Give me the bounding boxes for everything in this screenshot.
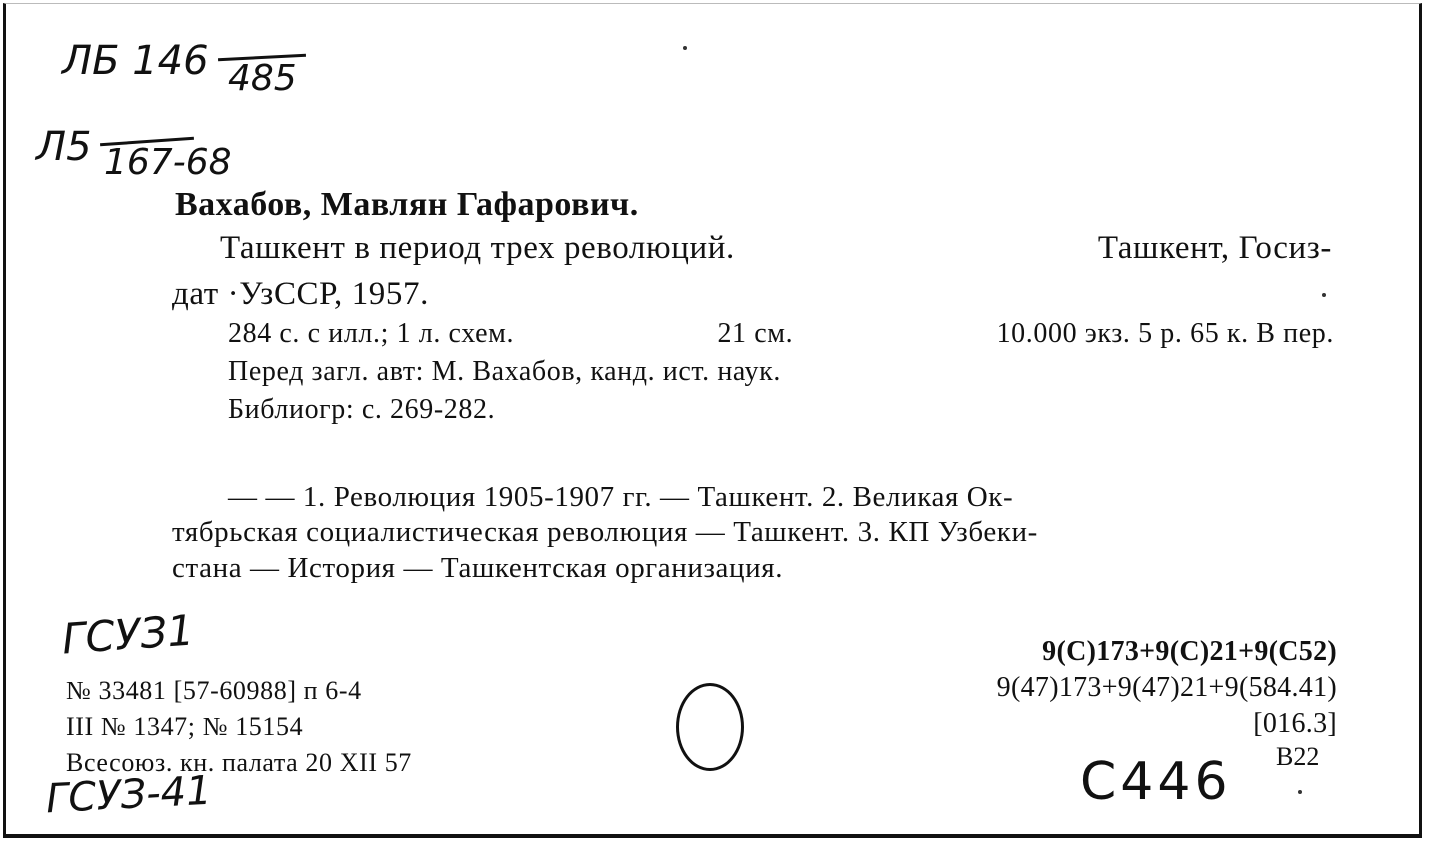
subject-line-2: тябрьская социалистическая революция — Ташкент. 3. КП Узбеки- [172,516,1038,548]
handwritten-fraction-top: 485 [228,58,297,99]
pages-text: 284 с. с илл.; 1 л. схем. [228,318,515,349]
title-line-2: дат ·УзССР, 1957. [172,276,429,312]
classification-line-4: В22 [1276,742,1320,771]
publisher-place: Ташкент, Госиз- [1097,230,1332,266]
size-text: 21 см. [717,318,794,349]
punch-hole [676,683,744,771]
classification-line-2: 9(47)173+9(47)21+9(584.41) [996,672,1337,703]
imprint-line-2: III № 1347; № 15154 [66,712,304,741]
classification-line-3: [016.3] [1253,708,1337,739]
physical-description [228,318,1334,350]
handwritten-code-3: С446 [1080,752,1232,812]
note-bibliography: Библиогр: с. 269-282. [228,394,496,425]
handwritten-code-1: ГСУЗ1 [60,605,196,664]
note-author: Перед загл. авт: М. Вахабов, канд. ист. наук. [228,356,781,387]
speck [1298,790,1302,794]
author-heading: Вахабов, Мавлян Гафарович. [175,186,639,223]
handwritten-fraction-second: 167-68 [104,142,232,183]
classification-line-1: 9(С)173+9(С)21+9(С52) [1042,636,1337,667]
title-line-1 [220,230,1332,267]
handwritten-code-2: ГСУЗ-41 [44,767,213,823]
subject-line-3: стана — История — Ташкентская организация. [172,552,784,584]
print-run-price: 10.000 экз. 5 р. 65 к. В пер. [996,318,1334,349]
speck [683,46,687,50]
handwritten-shelfmark-top [62,38,209,84]
shelfmark-text: ЛБ 146 [62,38,209,84]
imprint-line-3: Всесоюз. кн. палата 20 XII 57 [66,748,412,777]
handwritten-shelfmark-second: Л5 [36,124,92,170]
imprint-line-1: № 33481 [57-60988] п 6-4 [66,676,362,705]
subject-line-1: — — 1. Революция 1905-1907 гг. — Ташкент. 2. Великая Ок- [228,481,1014,513]
title-text: Ташкент в период трех революций. [220,230,735,266]
speck [1322,293,1326,297]
